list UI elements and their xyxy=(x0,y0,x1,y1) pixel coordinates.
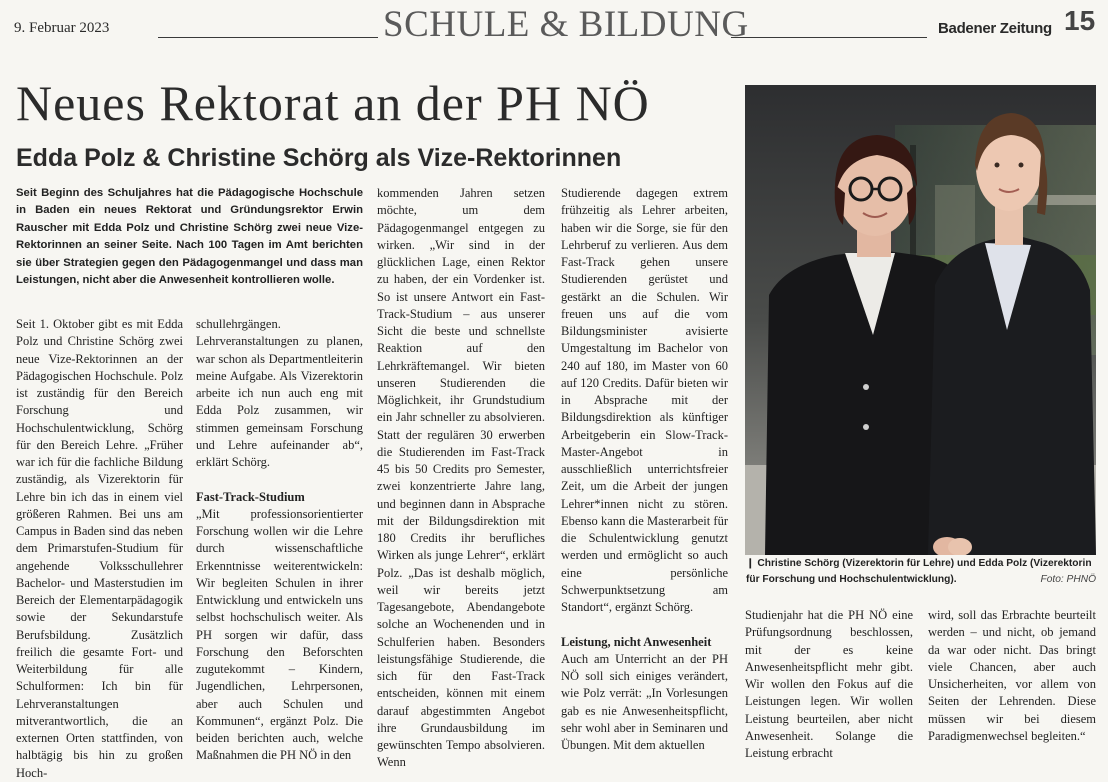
article-column-6 xyxy=(928,607,1096,745)
article-column-1 xyxy=(16,316,183,782)
newspaper-name: Badener Zeitung xyxy=(938,20,1052,37)
photo-credit: Foto: PHNÖ xyxy=(1040,574,1096,585)
header-rule-left xyxy=(158,37,378,38)
article-column-4 xyxy=(561,185,728,754)
article-subheadline: Edda Polz & Christine Schörg als Vize-Rektorinnen xyxy=(16,144,622,172)
caption-text: Christine Schörg (Vizerektorin für Lehre) und Edda Polz (Vizerektorin für Forschung und Hochschulentwicklung). xyxy=(746,558,1092,585)
issue-date: 9. Februar 2023 xyxy=(14,20,110,36)
section-subheading: Leistung, nicht Anwesenheit xyxy=(561,634,712,649)
body-text: schullehrgängen. Lehrveranstaltungen zu planen, war schon als Departmentleiterin meine Aufgabe. Als Vizerektorin arbeite ich nun auch eng mit Edda Polz zusammen, wir stimmen gemeinsam Forschung und Lehre aufeinander ab“, erklärt Schörg. xyxy=(196,317,363,469)
article-headline: Neues Rektorat an der PH NÖ xyxy=(16,75,650,131)
article-column-3 xyxy=(377,185,545,772)
portrait-photo-illustration xyxy=(745,85,1096,555)
photo-caption xyxy=(746,556,1096,588)
body-text: Auch am Unterricht an der PH NÖ soll sich einiges verändert, wie Polz verrät: „In Vorlesungen gab es nie Anwesenheitspflicht, sehr wohl aber in Seminaren und Übungen. Mit dem aktuellen xyxy=(561,651,728,752)
body-text: kommenden Jahren setzen möchte, um dem Pädagogenmangel entgegen zu wirken. „Wir sind in der glücklichen Lage, einen Rektor zu haben, der ein Vordenker ist. So ist unsere Antwort ein Fast-Track-Studium – aus unserer Sicht die beste und schnellste Reaktion auf den Lehrkräftemangel. Wir bieten unseren Studierenden die Möglichkeit, ihr Grundstudium ein Jahr schneller zu absolvieren. Statt der regulären 30 erwerben die Studierenden im Fast-Track 45 bis 50 Credits pro Semester, zwei konzentrierte Jahre lang, und beginnen dann in Absprache mit der Bildungsdirektion mit 180 Credits ihr berufliches Wirken als junge Lehrer“, erklärt Polz. „Das ist deshalb möglich, weil wir bereits jetzt Tagesangebote, Abendangebote solche an Wochenenden und in Schulferien haben. Besonders leistungsfähige Studierende, die sich für den Fast-Track entscheiden, können mit einem darauf abgestimmten Angebot ihre Grundausbildung im gewünschten Tempo absolvieren. Wenn xyxy=(377,186,545,770)
article-lead: Seit Beginn des Schuljahres hat die Pädagogische Hochschule in Baden ein neues Rektorat und Gründungsrektor Erwin Rauscher mit Edda Polz und Christine Schörg zwei neue Vize-Rektorinnen an seiner Seite. Nach 100 Tagen im Amt berichten sie über Strategien gegen den Pädagogenmangel und dass man Leistungen, nicht aber die Anwesenheit kontrollieren wolle. xyxy=(16,187,363,287)
header-rule-right xyxy=(731,37,927,38)
article-column-5 xyxy=(745,607,913,762)
page-number: 15 xyxy=(1064,5,1096,36)
caption-marker: ❙ xyxy=(746,558,758,569)
body-text: Studierende dagegen extrem frühzeitig als Lehrer arbeiten, haben wir die Sorge, sie für den Lehrberuf zu verlieren. Aus dem Fast-Track gehen unsere Studierenden gerüstet und gestärkt an die Schulen. Wir freuen uns auf die vom Bildungsminister avisierte Umgestaltung im Bachelor von 240 auf 180, im Master von 60 auf 120 Credits. Dafür bieten wir in Absprache mit der Bildungsdirektion als künftiger Arbeitgeberin ein Slow-Track-Master-Angebot in ausschließlich unterrichtsfreier Zeit, um die Arbeit der jungen Lehrer*innen nicht zu stören. Ebenso kann die Masterarbeit für die Schulentwicklung genutzt werden und ermöglicht so auch eine persönliche Schwerpunktsetzung am Standort“, ergänzt Schörg. xyxy=(561,186,728,614)
section-subheading: Fast-Track-Studium xyxy=(196,489,305,504)
body-text: „Mit professionsorientierter Forschung wollen wir die Lehre durch wissenschaftliche Erkenntnisse weiterentwickeln: Wir begleiten Schulen in ihrer Entwicklung und entwickeln uns selbst hochschulisch weiter. Als PH sorgen wir dafür, dass Forschung den Beforschten zugutekommt – Kindern, Jugendlichen, Lehrpersonen, aber auch Schulen und Kommunen“, ergänzt Polz. Die beiden berichten auch, welche Maßnahmen die PH NÖ in den xyxy=(196,506,363,763)
body-text: wird, soll das Erbrachte beurteilt werden – und nicht, ob jemand da war oder nicht. Das bringt viele Chancen, aber auch Unsicherheiten, vor allem von Seiten der Lehrenden. Diese müssen wir bei diesem Paradigmenwechsel begleiten.“ xyxy=(928,608,1096,743)
article-column-2 xyxy=(196,316,363,765)
article-photo xyxy=(745,85,1096,555)
section-title: SCHULE & BILDUNG xyxy=(383,4,749,45)
body-text: Seit 1. Oktober gibt es mit Edda Polz und Christine Schörg zwei neue Vize-Rektorinnen an der Pädagogischen Hochschule. Polz ist zuständig für den Bereich Forschung und Hochschulentwicklung, Schörg für den Bereich Lehre. „Früher war ich für die fachliche Bildung zuständig, als Vizerektorin für Lehre bin ich das in einem viel größeren Rahmen. Bei uns am Campus in Baden sind das neben dem Primarstufen-Studium für angehende Volksschullehrer Bachelor- und Masterstudien im Bereich der Elementarpädagogik sowie der Sekundarstufe Berufsbildung. Zusätzlich freilich die gesamte Fort- und Weiterbildung für alle Schulformen: Ich bin für Lehrveranstaltungen mitverantwortlich, die an externen Orten stattfinden, von halbtägig bis hin zu großen Hoch- xyxy=(16,317,183,780)
body-text: Studienjahr hat die PH NÖ eine Prüfungsordnung beschlossen, mit der es keine Anwesenheitspflicht mehr gibt. Wir wollen den Fokus auf die Leistungen legen. Wir wollen Leistung beurteilen, aber nicht Anwesenheit. Solange die Leistung erbracht xyxy=(745,608,913,760)
